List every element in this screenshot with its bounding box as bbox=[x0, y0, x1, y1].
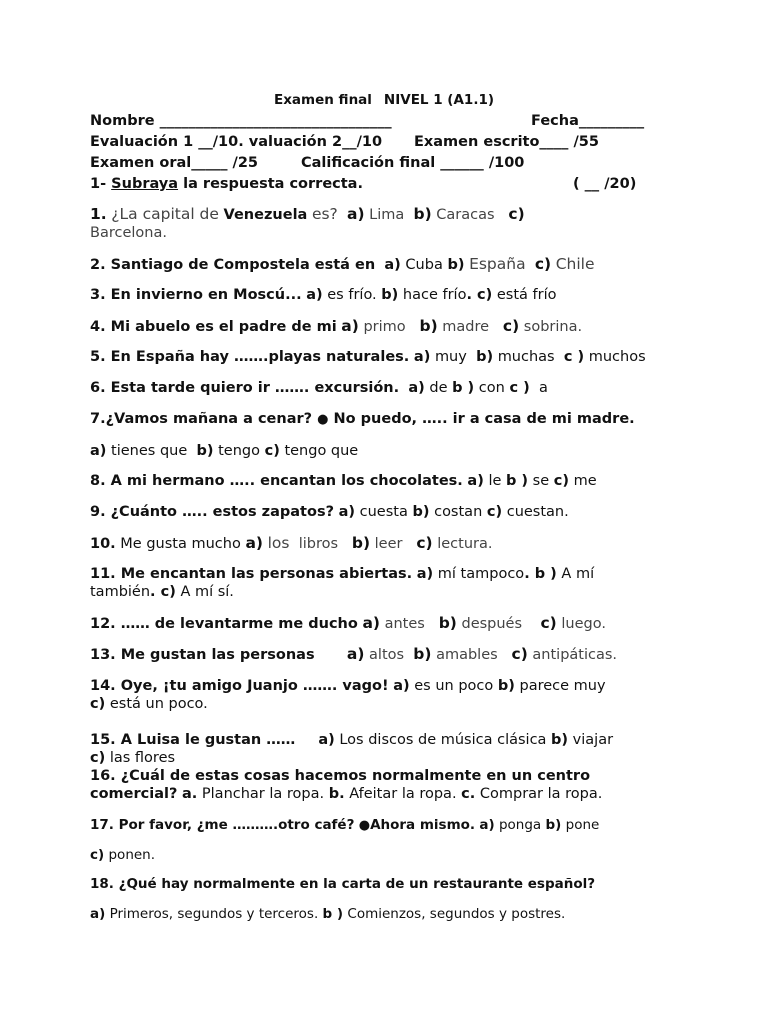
question-10 bbox=[90, 534, 492, 553]
q2-opt-a: Cuba bbox=[405, 257, 443, 273]
q8-text: 8. A mi hermano ….. encantan los chocolates. bbox=[90, 473, 463, 489]
q4-opt-a-label: a) bbox=[341, 317, 359, 335]
q17-text-b: Ahora mismo. bbox=[370, 817, 476, 833]
q5-opt-b-label: b) bbox=[476, 349, 494, 365]
q8-opt-c-label: c) bbox=[553, 473, 569, 489]
oral-score: Examen oral_____ /25 bbox=[90, 155, 258, 171]
q12-opt-a: antes bbox=[384, 616, 425, 632]
q7-opt-b-label: b) bbox=[196, 443, 214, 459]
q3-opt-c: está frío bbox=[496, 287, 557, 303]
q4-opt-b: madre bbox=[442, 319, 490, 335]
q1-opt-a: Lima bbox=[369, 207, 405, 223]
q16-opt-a-label: a. bbox=[182, 786, 198, 802]
q4-opt-c-label: c) bbox=[502, 317, 520, 335]
q12-opt-b: después bbox=[461, 616, 523, 632]
q13-opt-b-label: b) bbox=[413, 645, 432, 663]
question-18-cont bbox=[90, 905, 565, 923]
q11-text: 11. Me encantan las personas abiertas. bbox=[90, 566, 413, 582]
oral-line bbox=[90, 154, 258, 172]
bullet-icon: ● bbox=[358, 818, 371, 833]
exam-title bbox=[0, 92, 768, 108]
section-score bbox=[573, 175, 636, 193]
question-6 bbox=[90, 379, 548, 397]
q13-text: 13. Me gustan las personas bbox=[90, 647, 315, 663]
escrito-score: Examen escrito____ /55 bbox=[414, 134, 599, 150]
q10-opt-a-label: a) bbox=[245, 534, 263, 552]
q17-opt-c-label: c) bbox=[90, 847, 105, 863]
q12-text: 12. …… de levantarme me ducho bbox=[90, 616, 358, 632]
q11-opt-a-label: a) bbox=[416, 566, 434, 582]
q9-opt-c: cuestan. bbox=[506, 504, 569, 520]
question-4 bbox=[90, 317, 582, 336]
section-instruction: la respuesta correcta. bbox=[183, 176, 363, 192]
question-1 bbox=[90, 205, 525, 224]
q16-opt-c-label: c. bbox=[461, 786, 476, 802]
q5-opt-a: muy bbox=[434, 349, 467, 365]
q3-opt-a-label: a) bbox=[306, 287, 323, 303]
q6-text: 6. Esta tarde quiero ir ……. excursión. bbox=[90, 380, 400, 396]
q14-opt-b: parece muy bbox=[519, 678, 606, 694]
question-7 bbox=[90, 410, 635, 429]
q6-opt-b: con bbox=[478, 380, 505, 396]
q8-opt-a-label: a) bbox=[467, 473, 484, 489]
escrito-line bbox=[414, 133, 599, 151]
q1-opt-c-label: c) bbox=[508, 205, 525, 223]
q10-opt-b: leer bbox=[374, 536, 403, 552]
question-18 bbox=[90, 875, 595, 893]
question-2 bbox=[90, 255, 595, 274]
fecha-field: Fecha_________ bbox=[531, 113, 645, 129]
name-line bbox=[90, 112, 392, 130]
q13-opt-a: altos bbox=[369, 647, 405, 663]
q6-opt-c-label: c ) bbox=[509, 380, 530, 396]
q7-opt-a: tienes que bbox=[111, 443, 188, 459]
question-5 bbox=[90, 348, 646, 366]
q6-opt-c: a bbox=[538, 380, 548, 396]
q14-opt-c-label: c) bbox=[90, 696, 106, 712]
calif-score: Calificación final ______ /100 bbox=[301, 155, 525, 171]
q15-opt-c: las flores bbox=[109, 750, 176, 766]
fecha-line bbox=[531, 112, 644, 130]
q16-text-a: 16. ¿Cuál de estas cosas hacemos normalmente en un centro bbox=[90, 768, 591, 784]
eval-scores: Evaluación 1 __/10. valuación 2__/10 bbox=[90, 134, 383, 150]
q7-opt-a-label: a) bbox=[90, 443, 107, 459]
question-11-cont bbox=[90, 583, 234, 601]
section-verb: Subraya bbox=[111, 176, 179, 192]
question-15-cont bbox=[90, 749, 175, 767]
q2-opt-c-label: c) bbox=[534, 255, 552, 273]
q1-text-c: es? bbox=[311, 205, 338, 223]
q16-opt-c: Comprar la ropa. bbox=[479, 786, 603, 802]
q13-opt-a-label: a) bbox=[346, 645, 365, 663]
q16-opt-b-label: b. bbox=[328, 786, 345, 802]
q18-opt-a-label: a) bbox=[90, 906, 106, 922]
q13-opt-b: amables bbox=[436, 647, 498, 663]
q9-text: 9. ¿Cuánto ….. estos zapatos? bbox=[90, 504, 334, 520]
q6-opt-b-label: b ) bbox=[452, 380, 475, 396]
question-13 bbox=[90, 645, 617, 664]
question-17-cont bbox=[90, 846, 155, 864]
q1-opt-b-label: b) bbox=[413, 205, 432, 223]
q11-opt-b1: A mí bbox=[561, 566, 595, 582]
q11-opt-b-label: . b ) bbox=[524, 566, 557, 582]
q14-opt-c: está un poco. bbox=[109, 696, 208, 712]
section-heading bbox=[90, 175, 363, 193]
title-text: Examen final bbox=[273, 92, 372, 108]
q10-text: Me gusta mucho bbox=[120, 536, 241, 552]
q4-opt-b-label: b) bbox=[419, 317, 438, 335]
eval-line bbox=[90, 133, 382, 151]
q1-opt-b: Caracas bbox=[436, 207, 495, 223]
question-12 bbox=[90, 614, 606, 633]
question-1-cont bbox=[90, 224, 167, 242]
q7-opt-b: tengo bbox=[218, 443, 260, 459]
q3-opt-b: hace frío bbox=[402, 287, 467, 303]
q16-opt-a: Planchar la ropa. bbox=[201, 786, 325, 802]
question-8 bbox=[90, 472, 597, 490]
q3-opt-a: es frío. bbox=[327, 287, 377, 303]
q15-opt-c-label: c) bbox=[90, 750, 106, 766]
q18-opt-a: Primeros, segundos y terceros. bbox=[109, 906, 319, 922]
q10-num: 10. bbox=[90, 536, 116, 552]
q8-opt-c: me bbox=[573, 473, 597, 489]
question-15 bbox=[90, 731, 613, 749]
q1-text-b: Venezuela bbox=[223, 207, 308, 223]
nombre-field: Nombre ________________________________ bbox=[90, 113, 392, 129]
q1-num: 1. bbox=[90, 205, 107, 223]
question-16 bbox=[90, 767, 590, 785]
q14-text: 14. Oye, ¡tu amigo Juanjo ……. vago! bbox=[90, 678, 389, 694]
q7-opt-c: tengo que bbox=[284, 443, 359, 459]
q15-opt-b-label: b) bbox=[551, 732, 569, 748]
q5-opt-c: muchos bbox=[588, 349, 646, 365]
q17-opt-b-label: b) bbox=[545, 817, 562, 833]
question-14 bbox=[90, 677, 606, 695]
q15-opt-b: viajar bbox=[572, 732, 614, 748]
q12-opt-b-label: b) bbox=[438, 614, 457, 632]
q5-opt-b: muchas bbox=[497, 349, 555, 365]
question-14-cont bbox=[90, 695, 208, 713]
q9-opt-c-label: c) bbox=[486, 504, 503, 520]
q4-opt-a: primo bbox=[363, 319, 406, 335]
q2-text: 2. Santiago de Compostela está en bbox=[90, 257, 376, 273]
q11-opt-b2: también bbox=[90, 584, 151, 600]
q10-opt-a2: libros bbox=[298, 536, 339, 552]
q10-opt-c: lectura. bbox=[437, 536, 493, 552]
question-16-cont bbox=[90, 785, 602, 803]
q7-opt-c-label: c) bbox=[264, 443, 280, 459]
question-7-options bbox=[90, 442, 358, 460]
q16-text-b: comercial? bbox=[90, 786, 178, 802]
q3-opt-c-label: . c) bbox=[466, 287, 493, 303]
q2-opt-b-label: b) bbox=[447, 257, 465, 273]
q15-opt-a-label: a) bbox=[318, 732, 335, 748]
q17-text-a: 17. Por favor, ¿me ……….otro café? bbox=[90, 817, 355, 833]
q6-opt-a: de bbox=[429, 380, 448, 396]
q2-opt-c: Chile bbox=[555, 255, 595, 273]
q6-opt-a-label: a) bbox=[408, 380, 425, 396]
q13-opt-c-label: c) bbox=[511, 645, 528, 663]
q2-opt-b: España bbox=[469, 255, 526, 273]
q7-text-b: No puedo, ….. ir a casa de mi madre. bbox=[333, 411, 635, 427]
q2-opt-a-label: a) bbox=[384, 257, 401, 273]
q18-text: 18. ¿Qué hay normalmente en la carta de un restaurante español? bbox=[90, 876, 596, 892]
q5-text: 5. En España hay …….playas naturales. bbox=[90, 349, 410, 365]
q16-opt-b: Afeitar la ropa. bbox=[349, 786, 457, 802]
q12-opt-c: luego. bbox=[561, 616, 606, 632]
q18-opt-b: Comienzos, segundos y postres. bbox=[347, 906, 566, 922]
q9-opt-b: costan bbox=[434, 504, 483, 520]
q11-opt-c: A mí sí. bbox=[180, 584, 234, 600]
q10-opt-b-label: b) bbox=[351, 534, 371, 552]
calif-line bbox=[301, 154, 524, 172]
q14-opt-b-label: b) bbox=[497, 678, 515, 694]
q5-opt-a-label: a) bbox=[413, 349, 431, 365]
q1-text-a: ¿La capital de bbox=[111, 205, 219, 223]
q11-opt-c-label: . c) bbox=[150, 584, 176, 600]
q12-opt-c-label: c) bbox=[540, 614, 557, 632]
q10-opt-a1: los bbox=[267, 534, 290, 552]
question-11 bbox=[90, 565, 594, 583]
q10-opt-c-label: c) bbox=[416, 534, 433, 552]
q4-opt-c: sobrina. bbox=[523, 319, 583, 335]
bullet-icon: ● bbox=[317, 412, 329, 427]
q9-opt-a-label: a) bbox=[338, 504, 356, 520]
q13-opt-c: antipáticas. bbox=[532, 647, 618, 663]
q12-opt-a-label: a) bbox=[362, 614, 380, 632]
q17-opt-a: ponga bbox=[498, 817, 542, 833]
q4-text: 4. Mi abuelo es el padre de mi bbox=[90, 319, 337, 335]
q5-opt-c-label: c ) bbox=[563, 349, 585, 365]
q3-opt-b-label: b) bbox=[381, 287, 399, 303]
q15-opt-a: Los discos de música clásica bbox=[339, 732, 547, 748]
q9-opt-b-label: b) bbox=[412, 504, 430, 520]
section-number: 1- bbox=[90, 176, 107, 192]
q8-opt-a: le bbox=[488, 473, 502, 489]
q17-opt-b: pone bbox=[565, 817, 600, 833]
question-9 bbox=[90, 503, 569, 521]
q14-opt-a: es un poco bbox=[414, 678, 494, 694]
q14-opt-a-label: a) bbox=[393, 678, 410, 694]
q17-opt-a-label: a) bbox=[479, 817, 495, 833]
level-text: NIVEL 1 (A1.1) bbox=[383, 92, 495, 108]
q8-opt-b-label: b ) bbox=[506, 473, 529, 489]
q1-opt-c: Barcelona. bbox=[90, 225, 167, 241]
q18-opt-b-label: b ) bbox=[322, 906, 344, 922]
q15-text: 15. A Luisa le gustan …… bbox=[90, 732, 296, 748]
q1-opt-a-label: a) bbox=[347, 205, 365, 223]
section-score-text: ( __ /20) bbox=[573, 176, 637, 192]
q17-opt-c: ponen. bbox=[108, 847, 156, 863]
q8-opt-b: se bbox=[532, 473, 550, 489]
q7-text-a: 7.¿Vamos mañana a cenar? bbox=[90, 411, 313, 427]
q3-text: 3. En invierno en Moscú... bbox=[90, 287, 302, 303]
q9-opt-a: cuesta bbox=[359, 504, 408, 520]
question-3 bbox=[90, 286, 556, 304]
q11-opt-a: mí tampoco bbox=[437, 566, 525, 582]
question-17 bbox=[90, 816, 599, 835]
